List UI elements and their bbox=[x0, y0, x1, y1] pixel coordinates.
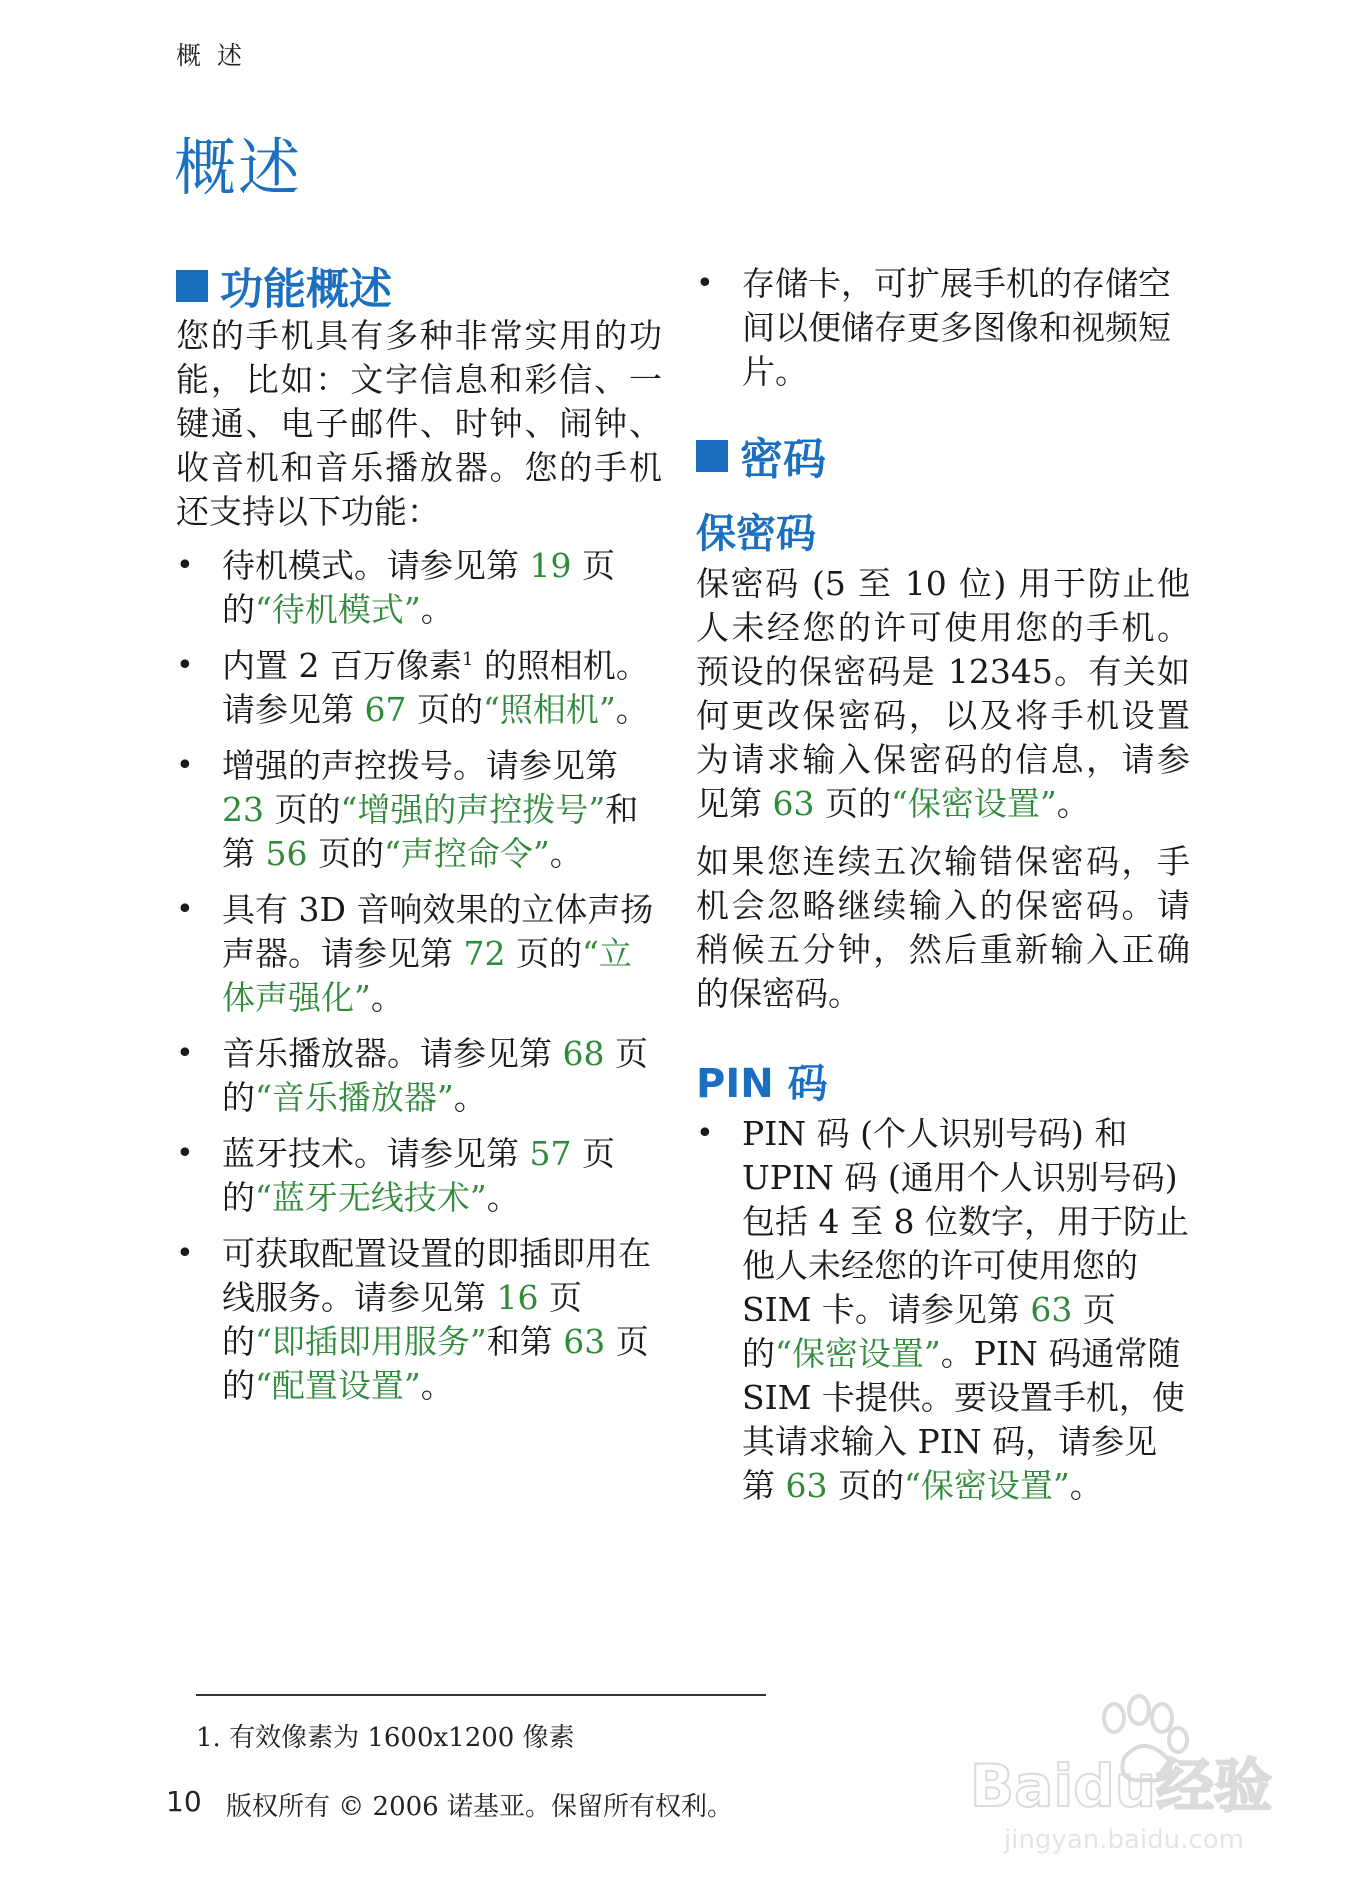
section-heading-text: 密码 bbox=[740, 434, 826, 485]
bullet-icon: • bbox=[176, 1236, 194, 1271]
storage-list bbox=[696, 262, 1190, 394]
list-item bbox=[696, 262, 1190, 394]
page-link[interactable]: 68 bbox=[562, 1034, 605, 1073]
list-item bbox=[176, 888, 662, 1020]
watermark-brand: Baidu经验 bbox=[970, 1752, 1273, 1820]
footnote-ref[interactable]: 1 bbox=[461, 649, 474, 670]
subheading-security-code: 保密码 bbox=[696, 511, 816, 557]
page-link[interactable]: 57 bbox=[529, 1134, 572, 1173]
baidu-watermark-logo bbox=[964, 1688, 1284, 1868]
page-link[interactable]: 72 bbox=[463, 934, 506, 973]
section-link[interactable]: “配置设置” bbox=[255, 1366, 421, 1405]
watermark-url: jingyan.baidu.com bbox=[1004, 1825, 1244, 1855]
bullet-icon: • bbox=[696, 1116, 714, 1151]
page-link[interactable]: 63 bbox=[1030, 1290, 1073, 1329]
item-text: 增强的声控拨号。请参见第 bbox=[222, 746, 618, 785]
item-text: 页的 bbox=[222, 1034, 648, 1117]
section-link[interactable]: “照相机” bbox=[483, 690, 616, 729]
list-item bbox=[176, 1032, 662, 1120]
item-text: 。 bbox=[420, 1366, 454, 1405]
section-link[interactable]: “增强的声控拨号” bbox=[340, 790, 606, 829]
item-text: 。 bbox=[1069, 1466, 1103, 1505]
item-text: 存储卡，可扩展手机的存储空间以便储存更多图像和视频短片。 bbox=[742, 264, 1171, 391]
list-item bbox=[176, 1132, 662, 1220]
bullet-icon: • bbox=[176, 548, 194, 583]
heading-square-icon bbox=[176, 270, 208, 302]
list-item bbox=[696, 1112, 1190, 1508]
item-text: 页的 bbox=[222, 546, 615, 629]
item-text: 的照相机。请参见第 bbox=[222, 646, 649, 729]
paragraph-text: 页的 bbox=[814, 784, 891, 823]
footnote-divider bbox=[196, 1694, 766, 1696]
item-text: 内置 2 百万像素 bbox=[222, 646, 462, 685]
item-text: 页的 bbox=[222, 1134, 615, 1217]
item-text: 。 bbox=[420, 590, 454, 629]
feature-list bbox=[176, 544, 662, 1408]
section-link[interactable]: “音乐播放器” bbox=[255, 1078, 454, 1117]
bullet-icon: • bbox=[176, 1036, 194, 1071]
list-item bbox=[176, 744, 662, 876]
bullet-icon: • bbox=[176, 648, 194, 683]
item-text: 页的 bbox=[742, 1290, 1116, 1373]
section-link[interactable]: “待机模式” bbox=[255, 590, 421, 629]
section-link[interactable]: “声控命令” bbox=[384, 834, 550, 873]
page-link[interactable]: 19 bbox=[529, 546, 572, 585]
page-link[interactable]: 67 bbox=[364, 690, 407, 729]
item-text: 和第 bbox=[486, 1322, 564, 1361]
section-heading-features bbox=[176, 258, 662, 314]
item-text: 。 bbox=[370, 978, 404, 1017]
item-text: 页的 bbox=[827, 1466, 904, 1505]
security-code-warning: 如果您连续五次输错保密码，手机会忽略继续输入的保密码。请稍候五分钟，然后重新输入正确的保密码。 bbox=[696, 842, 1190, 1013]
item-text: 页的 bbox=[264, 790, 341, 829]
bullet-icon: • bbox=[696, 266, 714, 301]
page-link[interactable]: 63 bbox=[772, 784, 815, 823]
bullet-icon: • bbox=[176, 748, 194, 783]
item-text: 页的 bbox=[222, 1322, 649, 1405]
page-link[interactable]: 56 bbox=[265, 834, 308, 873]
paw-icon bbox=[964, 1688, 1284, 1868]
list-item bbox=[176, 544, 662, 632]
page-link[interactable]: 16 bbox=[496, 1278, 539, 1317]
section-link[interactable]: “立体声强化” bbox=[222, 934, 632, 1017]
item-text: 。PIN 码通常随 SIM 卡提供。要设置手机，使其请求输入 PIN 码，请参见第 bbox=[742, 1334, 1185, 1505]
item-text: 待机模式。请参见第 bbox=[222, 546, 530, 585]
right-column bbox=[696, 262, 1190, 1520]
features-intro: 您的手机具有多种非常实用的功能，比如：文字信息和彩信、一键通、电子邮件、时钟、闹钟、收音机和音乐播放器。您的手机还支持以下功能： bbox=[176, 316, 662, 531]
running-head: 概 述 bbox=[176, 41, 246, 70]
chapter-title: 概述 bbox=[174, 131, 303, 204]
section-heading-codes bbox=[696, 428, 1190, 484]
bullet-icon: • bbox=[176, 892, 194, 927]
security-code-paragraph bbox=[696, 562, 1190, 826]
item-text: 具有 3D 音响效果的立体声扬声器。请参见第 bbox=[222, 890, 654, 973]
section-link[interactable]: “保密设置” bbox=[775, 1334, 941, 1373]
heading-square-icon bbox=[696, 440, 728, 472]
paragraph-text: 保密码 (5 至 10 位) 用于防止他人未经您的许可使用您的手机。预设的保密码是 12345。有关如何更改保密码，以及将手机设置为请求输入保密码的信息，请参见第 bbox=[696, 564, 1190, 823]
item-text: 。 bbox=[453, 1078, 487, 1117]
item-text: PIN 码 (个人识别号码) 和 UPIN 码 (通用个人识别号码) 包括 4 至 8 位数字，用于防止他人未经您的许可使用您的 SIM 卡。请参见第 bbox=[742, 1114, 1189, 1329]
section-link[interactable]: “即插即用服务” bbox=[255, 1322, 487, 1361]
paragraph-text: 。 bbox=[1056, 784, 1090, 823]
section-link[interactable]: “蓝牙无线技术” bbox=[255, 1178, 487, 1217]
bullet-icon: • bbox=[176, 1136, 194, 1171]
page-link[interactable]: 23 bbox=[222, 790, 264, 829]
pin-list bbox=[696, 1112, 1190, 1508]
left-column bbox=[176, 258, 662, 1420]
item-text: 。 bbox=[615, 690, 649, 729]
footnote: 1. 有效像素为 1600x1200 像素 bbox=[196, 1723, 575, 1753]
list-item bbox=[176, 644, 662, 732]
section-link[interactable]: “保密设置” bbox=[891, 784, 1057, 823]
page-number: 10 bbox=[166, 1785, 202, 1818]
item-text: 页的 bbox=[505, 934, 582, 973]
copyright-notice: 版权所有 © 2006 诺基亚。保留所有权利。 bbox=[226, 1792, 733, 1822]
subheading-pin-code: PIN 码 bbox=[696, 1061, 828, 1107]
item-text: 。 bbox=[549, 834, 583, 873]
page-link[interactable]: 63 bbox=[785, 1466, 828, 1505]
item-text: 页的 bbox=[307, 834, 384, 873]
item-text: 和第 bbox=[222, 790, 639, 873]
item-text: 页的 bbox=[406, 690, 483, 729]
list-item bbox=[176, 1232, 662, 1408]
section-heading-text: 功能概述 bbox=[220, 264, 392, 315]
page-link[interactable]: 63 bbox=[563, 1322, 606, 1361]
item-text: 页的 bbox=[222, 1278, 582, 1361]
section-link[interactable]: “保密设置” bbox=[904, 1466, 1070, 1505]
item-text: 蓝牙技术。请参见第 bbox=[222, 1134, 530, 1173]
item-text: 。 bbox=[486, 1178, 520, 1217]
item-text: 音乐播放器。请参见第 bbox=[222, 1034, 563, 1073]
item-text: 可获取配置设置的即插即用在线服务。请参见第 bbox=[222, 1234, 651, 1317]
